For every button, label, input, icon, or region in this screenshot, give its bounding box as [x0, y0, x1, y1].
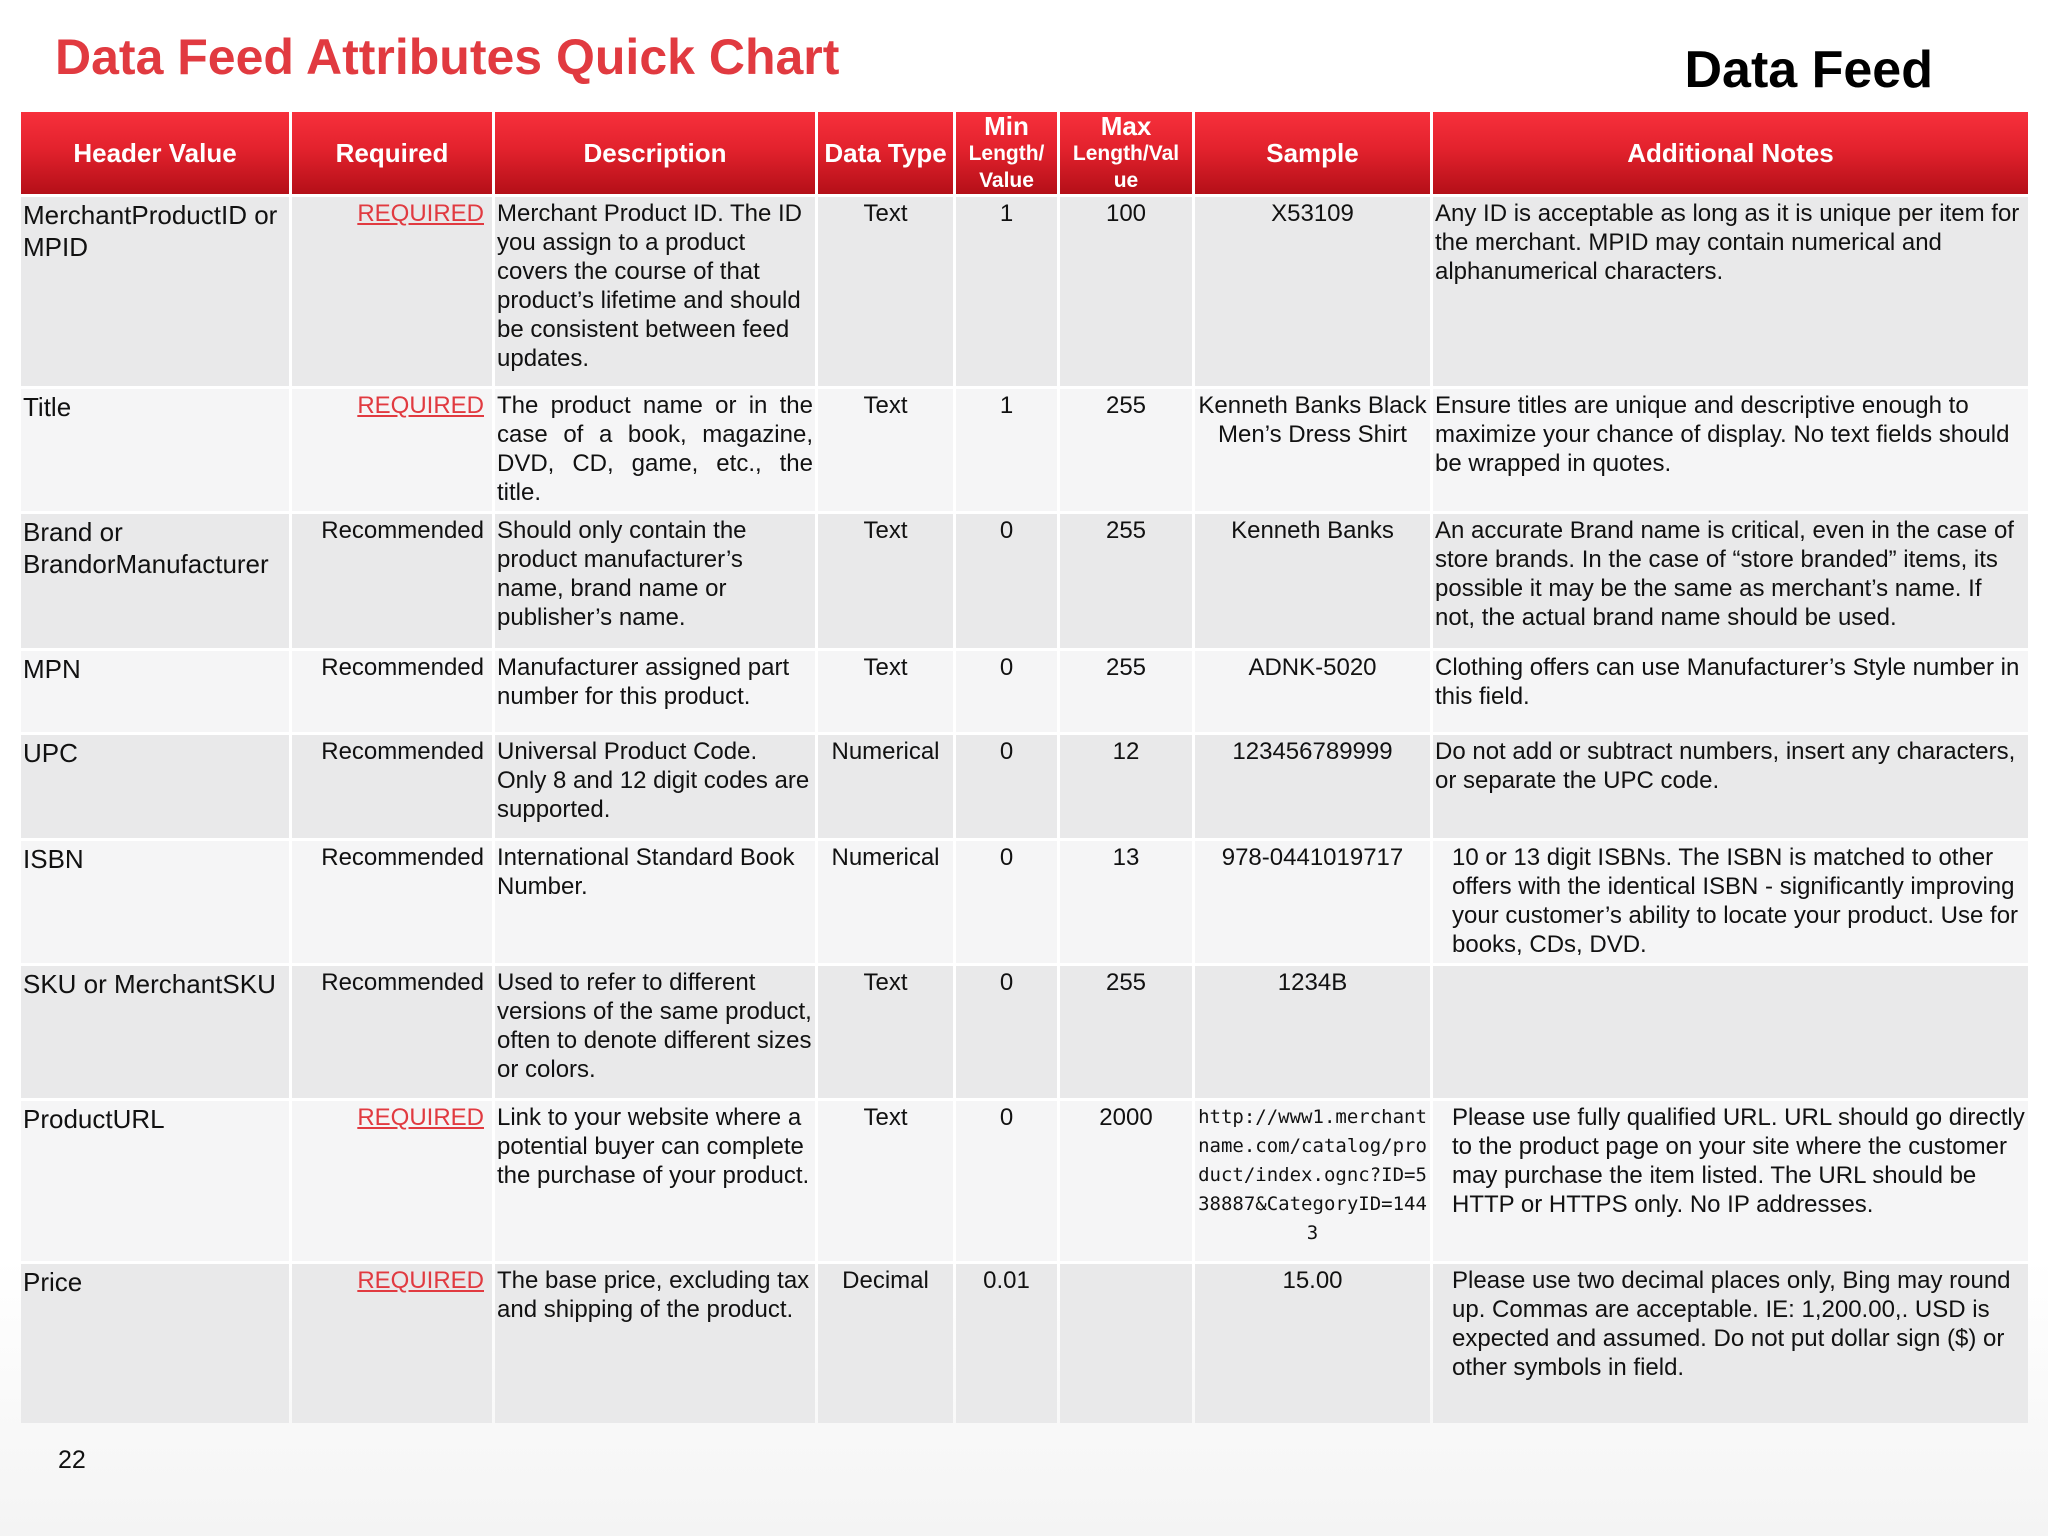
data-type-cell: Text: [818, 386, 953, 511]
col-header-value: Header Value: [21, 112, 289, 194]
min-cell: 0: [956, 511, 1057, 648]
sample-cell: 978-0441019717: [1195, 838, 1430, 963]
data-type-cell: Text: [818, 1098, 953, 1261]
table-row: [21, 1098, 2028, 1261]
table-row: [21, 194, 2028, 386]
sample-cell: ADNK-5020: [1195, 648, 1430, 732]
data-type-cell: Numerical: [818, 838, 953, 963]
max-cell: 12: [1060, 732, 1192, 838]
table-row: [21, 648, 2028, 732]
required-cell: [292, 386, 492, 511]
required-cell: Recommended: [292, 732, 492, 838]
notes-cell: [1433, 963, 2028, 1098]
section-title: Data Feed: [1684, 41, 1933, 99]
min-cell: 0: [956, 838, 1057, 963]
required-link[interactable]: REQUIRED: [357, 392, 484, 419]
max-cell: 255: [1060, 648, 1192, 732]
max-cell: [1060, 1261, 1192, 1423]
col-min-top: Min: [984, 110, 1029, 141]
required-cell: [292, 194, 492, 386]
min-cell: 1: [956, 194, 1057, 386]
description-cell: Should only contain the product manufacturer’s name, brand name or publisher’s name.: [495, 511, 815, 648]
min-cell: 0: [956, 963, 1057, 1098]
min-cell: 0: [956, 648, 1057, 732]
col-data-type: Data Type: [818, 112, 953, 194]
header-value-cell: Brand or BrandorManufacturer: [21, 511, 289, 648]
required-cell: [292, 1098, 492, 1261]
required-cell: Recommended: [292, 963, 492, 1098]
col-required: Required: [292, 112, 492, 194]
data-type-cell: Numerical: [818, 732, 953, 838]
min-cell: 0.01: [956, 1261, 1057, 1423]
sample-cell: 1234B: [1195, 963, 1430, 1098]
required-link[interactable]: REQUIRED: [357, 200, 484, 227]
page-number: 22: [58, 1446, 86, 1474]
slide-title: Data Feed Attributes Quick Chart: [55, 29, 840, 85]
min-cell: 1: [956, 386, 1057, 511]
col-max-length: [1060, 112, 1192, 194]
data-type-cell: Text: [818, 511, 953, 648]
required-cell: Recommended: [292, 838, 492, 963]
col-max-bottom: Length/Val ue: [1072, 141, 1180, 192]
required-cell: Recommended: [292, 511, 492, 648]
description-cell: Link to your website where a potential buyer can complete the purchase of your product.: [495, 1098, 815, 1261]
description-cell: International Standard Book Number.: [495, 838, 815, 963]
table-row: [21, 732, 2028, 838]
header-value-cell: MPN: [21, 648, 289, 732]
required-cell: Recommended: [292, 648, 492, 732]
required-link[interactable]: REQUIRED: [357, 1267, 484, 1294]
attributes-table-container: [18, 112, 2028, 1423]
max-cell: 2000: [1060, 1098, 1192, 1261]
col-notes: Additional Notes: [1433, 112, 2028, 194]
description-cell: Used to refer to different versions of the same product, often to denote different sizes or colors.: [495, 963, 815, 1098]
table-row: [21, 1261, 2028, 1423]
header-value-cell: Price: [21, 1261, 289, 1423]
max-cell: 255: [1060, 386, 1192, 511]
header-value-cell: UPC: [21, 732, 289, 838]
notes-cell: 10 or 13 digit ISBNs. The ISBN is matched to other offers with the identical ISBN - significantly improving your customer’s ability to locate your product. Use for books, CDs, DVD.: [1433, 838, 2028, 963]
notes-cell: Please use fully qualified URL. URL should go directly to the product page on your site where the customer may purchase the item listed. The URL should be HTTP or HTTPS only. No IP addresses.: [1433, 1098, 2028, 1261]
notes-cell: An accurate Brand name is critical, even in the case of store brands. In the case of “store branded” items, its possible it may be the same as merchant’s name. If not, the actual brand name should be used.: [1433, 511, 2028, 648]
required-cell: [292, 1261, 492, 1423]
description-cell: Manufacturer assigned part number for this product.: [495, 648, 815, 732]
min-cell: 0: [956, 732, 1057, 838]
col-description: Description: [495, 112, 815, 194]
max-cell: 255: [1060, 963, 1192, 1098]
description-cell: The product name or in the case of a book, magazine, DVD, CD, game, etc., the title.: [495, 386, 815, 511]
table-row: [21, 838, 2028, 963]
table-row: [21, 511, 2028, 648]
attributes-table: [18, 112, 2031, 1423]
required-link[interactable]: REQUIRED: [357, 1104, 484, 1131]
table-row: [21, 386, 2028, 511]
notes-cell: Ensure titles are unique and descriptive enough to maximize your chance of display. No text fields should be wrapped in quotes.: [1433, 386, 2028, 511]
min-cell: 0: [956, 1098, 1057, 1261]
col-min-length: [956, 112, 1057, 194]
notes-cell: Please use two decimal places only, Bing may round up. Commas are acceptable. IE: 1,200.00,. USD is expected and assumed. Do not put dollar sign ($) or other symbols in field.: [1433, 1261, 2028, 1423]
col-max-top: Max: [1100, 110, 1152, 141]
sample-cell: X53109: [1195, 194, 1430, 386]
sample-cell: Kenneth Banks Black Men’s Dress Shirt: [1195, 386, 1430, 511]
table-row: [21, 963, 2028, 1098]
data-type-cell: Text: [818, 648, 953, 732]
col-min-bottom: Length/ Value: [968, 141, 1045, 192]
sample-url-cell: http://www1.merchantname.com/catalog/product/index.ognc?ID=538887&CategoryID=1443: [1195, 1098, 1430, 1261]
col-sample: Sample: [1195, 112, 1430, 194]
data-type-cell: Text: [818, 194, 953, 386]
header-value-cell: MerchantProductID or MPID: [21, 194, 289, 386]
header-value-cell: Title: [21, 386, 289, 511]
notes-cell: Any ID is acceptable as long as it is unique per item for the merchant. MPID may contain numerical and alphanumerical characters.: [1433, 194, 2028, 386]
sample-cell: 123456789999: [1195, 732, 1430, 838]
max-cell: 255: [1060, 511, 1192, 648]
sample-cell: Kenneth Banks: [1195, 511, 1430, 648]
data-type-cell: Decimal: [818, 1261, 953, 1423]
notes-cell: Clothing offers can use Manufacturer’s Style number in this field.: [1433, 648, 2028, 732]
notes-cell: Do not add or subtract numbers, insert any characters, or separate the UPC code.: [1433, 732, 2028, 838]
max-cell: 13: [1060, 838, 1192, 963]
description-cell: Universal Product Code. Only 8 and 12 digit codes are supported.: [495, 732, 815, 838]
table-header-row: [21, 112, 2028, 194]
max-cell: 100: [1060, 194, 1192, 386]
header-value-cell: ISBN: [21, 838, 289, 963]
header-value-cell: ProductURL: [21, 1098, 289, 1261]
data-type-cell: Text: [818, 963, 953, 1098]
description-cell: The base price, excluding tax and shipping of the product.: [495, 1261, 815, 1423]
sample-cell: 15.00: [1195, 1261, 1430, 1423]
description-cell: Merchant Product ID. The ID you assign to a product covers the course of that product’s lifetime and should be consistent between feed updates.: [495, 194, 815, 386]
header-value-cell: SKU or MerchantSKU: [21, 963, 289, 1098]
